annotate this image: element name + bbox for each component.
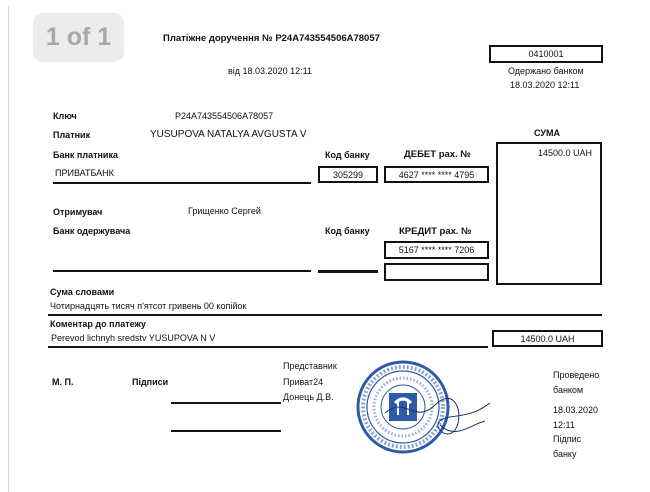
signature-line-2 [171, 430, 281, 432]
amount-words-label: Сума словами [50, 287, 115, 297]
received-datetime: 18.03.2020 12:11 [510, 80, 580, 90]
recipient-bank-code-underline [318, 270, 378, 273]
payer-bank-code-value: 305299 [332, 170, 364, 180]
debit-account-box [384, 166, 489, 183]
payer-bank-label: Банк платника [53, 150, 118, 160]
payer-bank-underline [53, 182, 311, 184]
processed-sign-1: Підпис [553, 434, 582, 444]
sum-box [496, 142, 602, 285]
debit-label: ДЕБЕТ рах. № [404, 149, 471, 160]
recipient-bank-label: Банк одержувача [53, 226, 131, 236]
comment-label: Коментар до платежу [50, 319, 146, 329]
key-value: P24A743554506A78057 [175, 111, 274, 121]
bank-code-label: Код банку [325, 150, 370, 160]
payer-bank-value: ПРИВАТБАНК [55, 168, 114, 178]
payer-label: Платник [53, 130, 91, 140]
processed-date: 18.03.2020 [553, 405, 599, 415]
signatures-label: Підписи [132, 377, 169, 387]
page-indicator: 1 of 1 [33, 13, 124, 62]
recipient-bank-underline [53, 270, 311, 272]
credit-label: КРЕДИТ рах. № [399, 226, 472, 237]
representative-line-3: Донець Д.В. [283, 392, 334, 402]
page-edge [0, 6, 9, 492]
received-label: Одержано банком [508, 66, 584, 76]
mp-label: М. П. [52, 377, 74, 387]
bank-seal-stamp [345, 355, 495, 460]
credit-extra-box [384, 263, 489, 281]
sum-value: 14500.0 UAH [538, 148, 593, 158]
credit-account-value: 5167 **** **** 7206 [398, 245, 475, 255]
representative-line-2: Приват24 [283, 377, 324, 387]
recipient-bank-code-label: Код банку [325, 226, 370, 236]
comment-value: Perevod lichnyh sredstv YUSUPOVA N V [51, 333, 216, 343]
comment-underline [48, 346, 488, 348]
document-date: від 18.03.2020 12:11 [228, 66, 312, 76]
amount-words-underline [48, 314, 602, 316]
processed-line-1: Проведено [553, 370, 600, 380]
debit-account-value: 4627 **** **** 4795 [398, 170, 475, 180]
processed-line-2: банком [553, 385, 584, 395]
processed-time: 12:11 [553, 420, 575, 430]
comment-sum-box [492, 330, 603, 347]
comment-sum-value: 14500.0 UAH [520, 334, 575, 344]
amount-words-value: Чотирнадцять тисяч п'ятсот гривень 00 копійок [50, 301, 247, 311]
bank-code-value: 0410001 [528, 49, 564, 59]
key-label: Ключ [53, 111, 77, 121]
recipient-value: Грищенко Сергей [188, 206, 261, 216]
processed-sign-2: банку [553, 449, 577, 459]
credit-account-box [384, 241, 489, 259]
bank-code-box [489, 45, 603, 63]
payer-bank-code-box [318, 166, 378, 183]
signature-line-1 [171, 402, 281, 404]
recipient-label: Отримувач [53, 207, 103, 217]
payer-value: YUSUPOVA NATALYA AVGUSTA V [150, 129, 307, 140]
representative-line-1: Представник [283, 361, 337, 371]
sum-label: СУМА [534, 128, 560, 138]
document-title: Платіжне доручення № P24A743554506A78057 [163, 33, 380, 44]
